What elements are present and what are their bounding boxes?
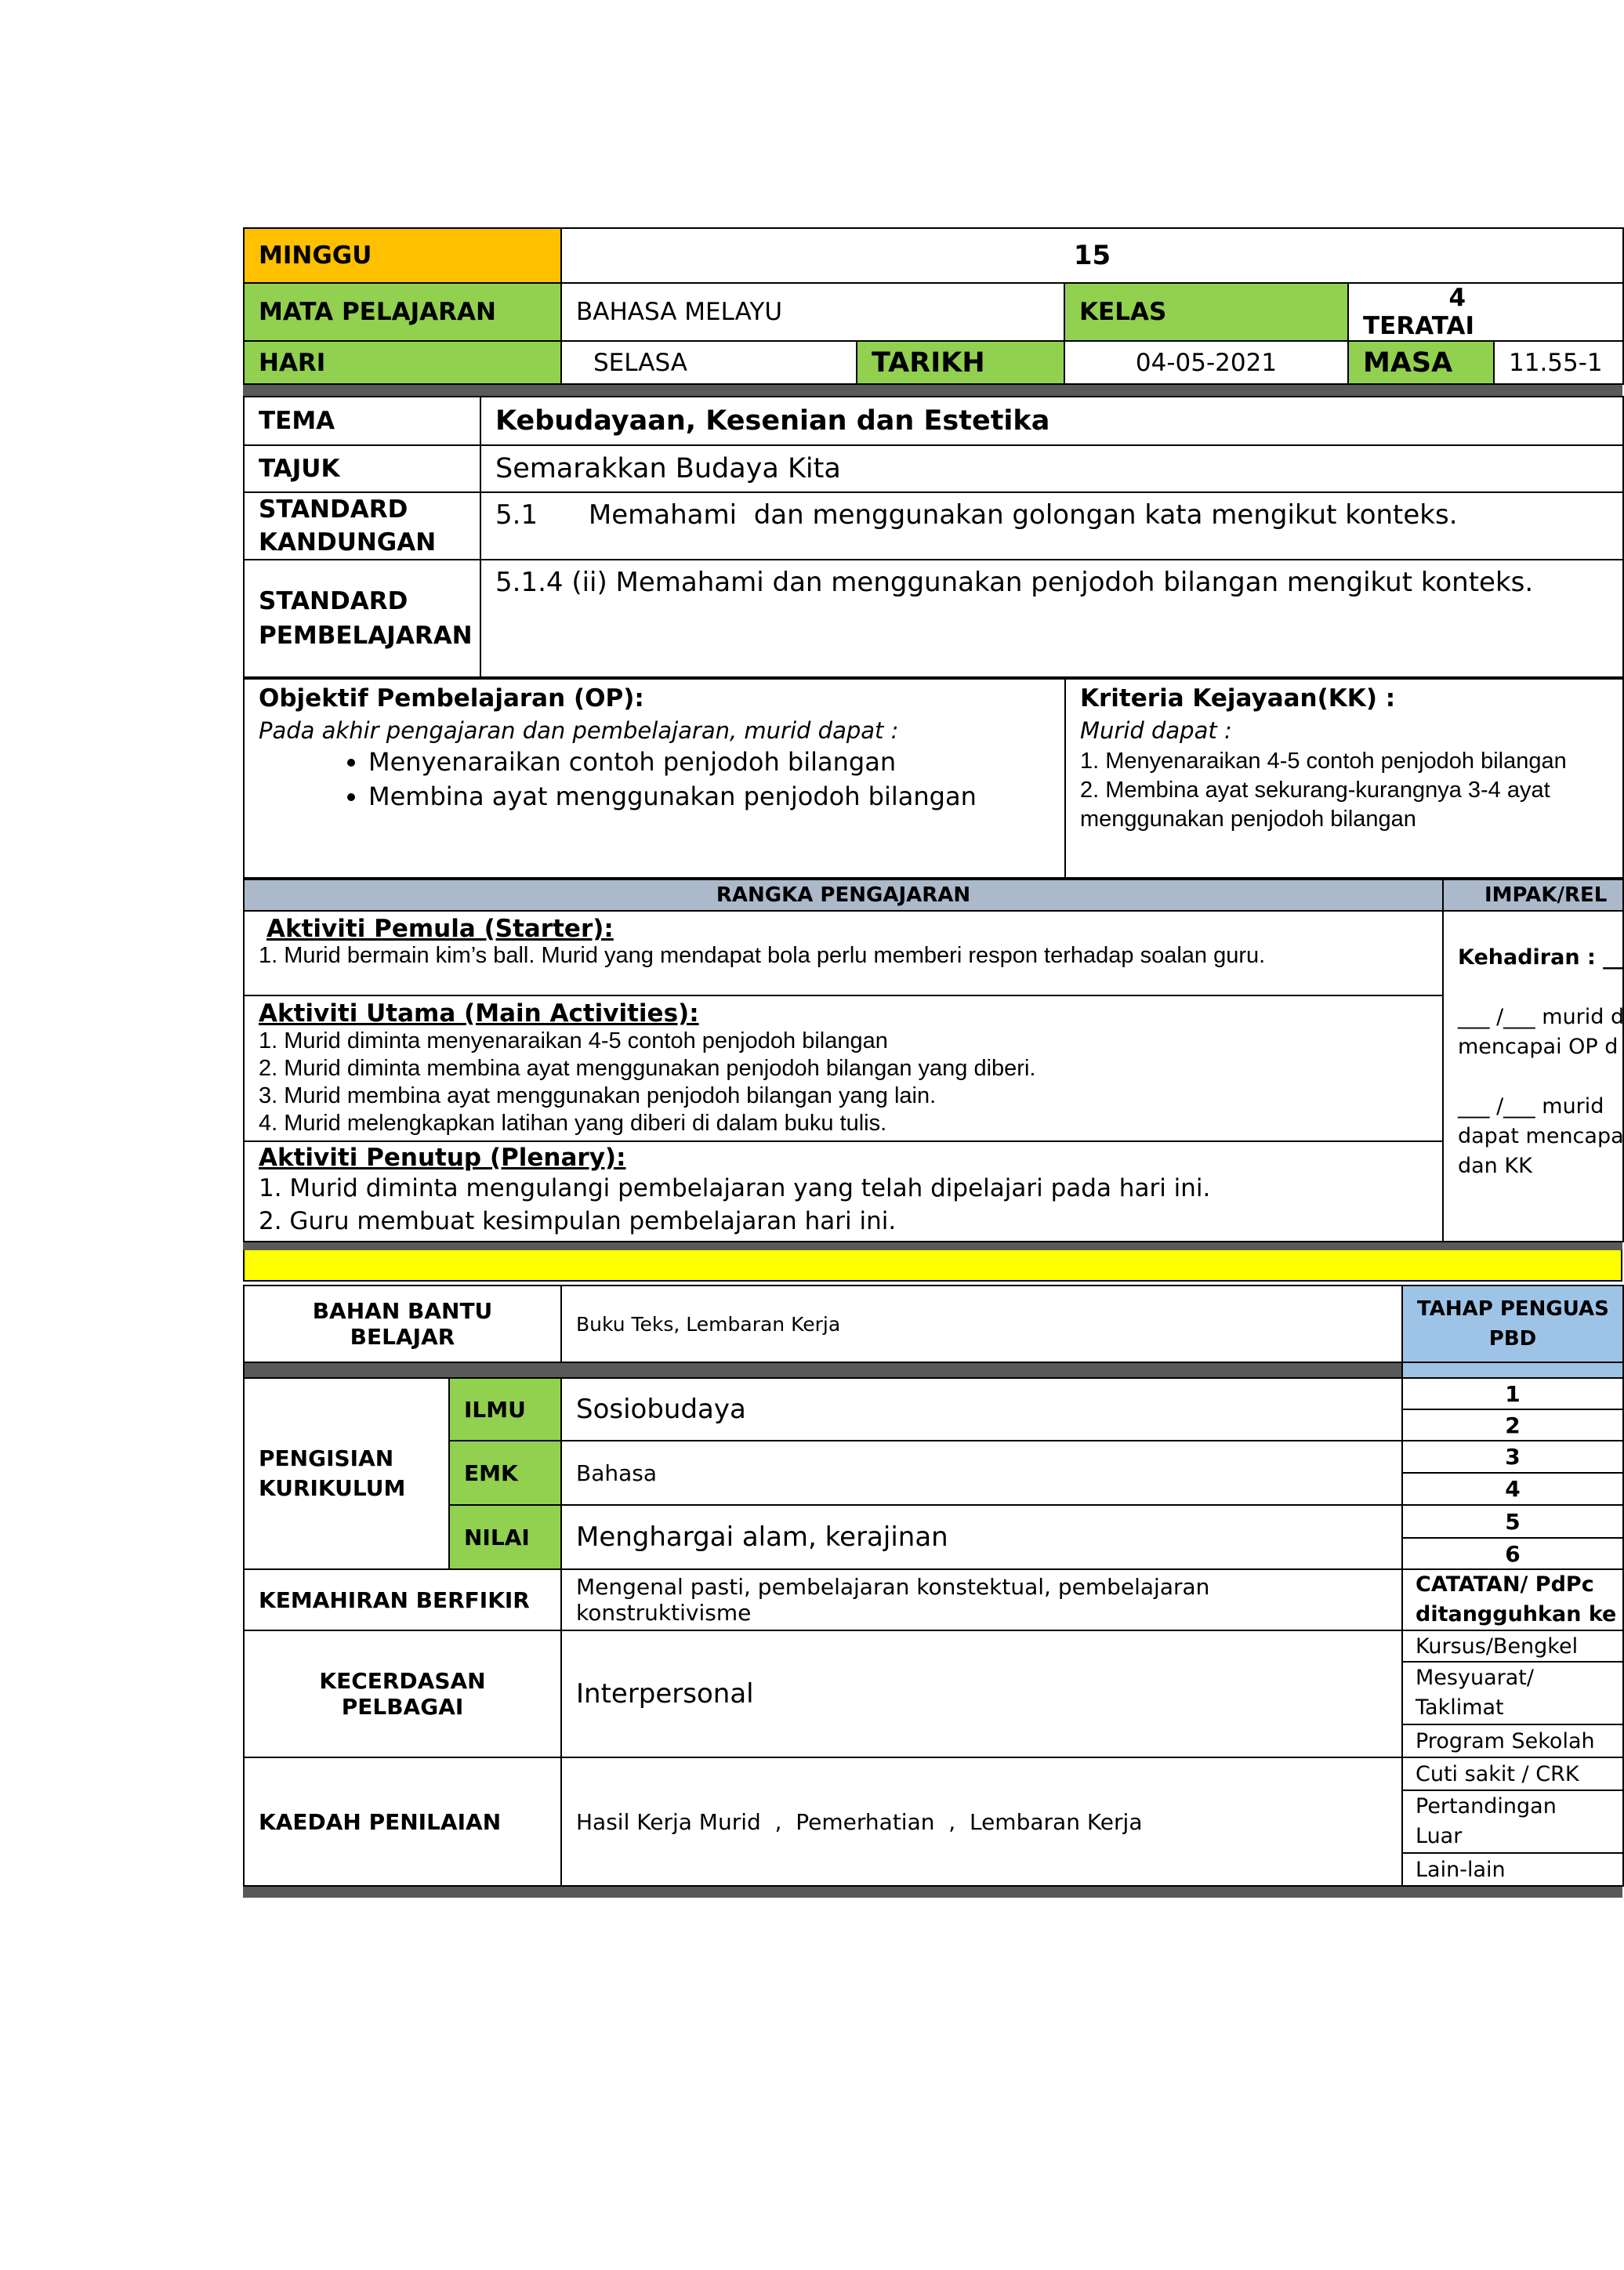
kaedah-penilaian-label: KAEDAH PENILAIAN [244,1757,561,1886]
separator-bar [243,1887,1622,1898]
impak-kk-line-1: ___ /___ murid [1458,1094,1604,1119]
kaedah-penilaian-value: Hasil Kerja Murid , Pemerhatian , Lembaran Kerja [561,1757,1402,1886]
sp-label-line-2: PEMBELAJARAN [259,622,473,650]
kk-list [1080,747,1608,834]
catatan-item: Pertandingan Luar [1402,1790,1623,1853]
ilmu-label: ILMU [449,1378,561,1441]
kriteria-kejayaan-cell [1065,679,1623,878]
tarikh-value: 04-05-2021 [1064,341,1348,384]
objektif-pembelajaran-cell [244,679,1065,878]
tarikh-label: TARIKH [857,341,1064,384]
kk-item: menggunakan penjodoh bilangan [1080,807,1416,832]
impak-kk-line-2: dapat mencapa [1458,1124,1624,1148]
utama-item: 2. Murid diminta membina ayat menggunakan penjodoh bilangan yang diberi. [259,1056,1036,1081]
separator-bar [243,385,1622,396]
tajuk-value: Semarakkan Budaya Kita [480,445,1623,492]
minggu-value: 15 [561,228,1623,283]
yellow-band [243,1250,1622,1282]
bbb-value: Buku Teks, Lembaran Kerja [561,1285,1402,1362]
standard-pembelajaran-value: 5.1.4 (ii) Memahami dan menggunakan penjodoh bilangan mengikut konteks. [480,560,1623,677]
standard-kandungan-label [244,492,480,560]
tahap-level-2: 2 [1402,1409,1623,1441]
kk-title: Kriteria Kejayaan(KK) : [1080,684,1396,713]
separator-bar [244,1362,1402,1378]
tahap-title-line-1: TAHAP PENGUAS [1417,1297,1609,1321]
sk-label-line-1: STANDARD [259,495,408,524]
op-item: • Menyenaraikan contoh penjodoh bilangan [368,747,1050,777]
utama-title: Aktiviti Utama (Main Activities): [259,999,699,1028]
hari-value: SELASA [561,341,857,384]
utama-item: 4. Murid melengkapkan latihan yang diberi di dalam buku tulis. [259,1111,887,1136]
catatan-item: Cuti sakit / CRK [1402,1757,1623,1790]
utama-list [259,1028,1428,1137]
objectives-table [243,678,1624,879]
pengisian-line-2: KURIKULUM [259,1475,406,1501]
penutup-list [259,1172,1428,1238]
lesson-plan-sheet [243,227,1622,1898]
penutup-item: 1. Murid diminta mengulangi pembelajaran yang telah dipelajari pada hari ini. [259,1174,1211,1202]
impak-op-line-1: ___ /___ murid d [1458,1005,1624,1029]
penutup-title: Aktiviti Penutup (Plenary): [259,1144,626,1172]
penutup-item: 2. Guru membuat kesimpulan pembelajaran hari ini. [259,1207,897,1235]
tahap-level-4: 4 [1402,1473,1623,1505]
masa-label: MASA [1348,341,1494,384]
op-list [259,747,1050,811]
impak-op-line-2: mencapai OP d [1458,1035,1619,1059]
emk-label: EMK [449,1441,561,1505]
nilai-value: Menghargai alam, kerajinan [561,1505,1402,1569]
standard-kandungan-value: 5.1 Memahami dan menggunakan golongan kata mengikut konteks. [480,492,1623,560]
catatan-line-1: CATATAN/ PdPc [1416,1572,1594,1597]
kk-item: 1. Menyenaraikan 4-5 contoh penjodoh bilangan [1080,749,1567,774]
bbb-label: BAHAN BANTU BELAJAR [244,1285,561,1362]
kemahiran-berfikir-label: KEMAHIRAN BERFIKIR [244,1569,561,1630]
sk-label-line-2: KANDUNGAN [259,528,437,557]
kecerdasan-pelbagai-label: KECERDASAN PELBAGAI [244,1630,561,1757]
kehadiran-text: Kehadiran : __ [1458,945,1624,970]
kk-intro: Murid dapat : [1080,717,1232,744]
tahap-level-6: 6 [1402,1538,1623,1569]
catatan-item: Mesyuarat/ Taklimat [1402,1662,1623,1724]
pemula-text: 1. Murid bermain kim’s ball. Murid yang mendapat bola perlu memberi respon terhadap soalan guru. [259,943,1266,968]
content-table [243,396,1624,678]
hari-label: HARI [244,341,561,384]
op-item: • Membina ayat menggunakan penjodoh bilangan [368,781,1050,811]
tahap-level-3: 3 [1402,1441,1623,1473]
sp-label-line-1: STANDARD [259,587,408,615]
aktiviti-pemula-cell [244,911,1443,995]
mata-pelajaran-value: BAHASA MELAYU [561,283,1064,341]
impak-header: IMPAK/REL [1443,879,1623,911]
ilmu-value: Sosiobudaya [561,1378,1402,1441]
catatan-header [1402,1569,1623,1630]
kemahiran-berfikir-value: Mengenal pasti, pembelajaran konstektual, pembelajaran konstruktivisme [561,1569,1402,1630]
op-intro: Pada akhir pengajaran dan pembelajaran, murid dapat : [259,717,899,744]
tajuk-label: TAJUK [244,445,480,492]
tahap-level-1: 1 [1402,1378,1623,1409]
kelas-label: KELAS [1064,283,1348,341]
separator-bar [243,1242,1622,1250]
utama-item: 1. Murid diminta menyenaraikan 4-5 contoh penjodoh bilangan [259,1028,888,1053]
impak-kk-line-3: dan KK [1458,1154,1532,1178]
tema-value: Kebudayaan, Kesenian dan Estetika [480,397,1623,445]
tahap-level-5: 5 [1402,1505,1623,1538]
aktiviti-penutup-cell [244,1141,1443,1242]
pengisian-kurikulum-label [244,1378,449,1569]
minggu-label: MINGGU [244,228,561,283]
rangka-pengajaran-header: RANGKA PENGAJARAN [244,879,1443,911]
emk-value: Bahasa [561,1441,1402,1505]
standard-pembelajaran-label [244,560,480,677]
catatan-line-2: ditangguhkan ke [1416,1602,1617,1626]
kecerdasan-pelbagai-value: Interpersonal [561,1630,1402,1757]
pemula-title: Aktiviti Pemula (Starter): [266,915,614,943]
nilai-label: NILAI [449,1505,561,1569]
rangka-table [243,879,1624,1242]
mata-pelajaran-label: MATA PELAJARAN [244,283,561,341]
masa-value: 11.55-1 [1494,341,1623,384]
pengisian-line-1: PENGISIAN [259,1445,394,1471]
tahap-title-line-2: PBD [1488,1327,1537,1351]
catatan-item: Kursus/Bengkel [1402,1630,1623,1662]
kelas-value: 4 TERATAI [1348,283,1623,341]
impak-cell [1443,911,1623,1242]
catatan-item: Program Sekolah [1402,1724,1623,1757]
aktiviti-utama-cell [244,995,1443,1141]
header-table [243,227,1624,385]
tema-label: TEMA [244,397,480,445]
kk-item: 2. Membina ayat sekurang-kurangnya 3-4 ayat [1080,778,1550,803]
utama-item: 3. Murid membina ayat menggunakan penjodoh bilangan yang lain. [259,1083,937,1108]
tahap-header-extension [1402,1362,1623,1378]
catatan-item: Lain-lain [1402,1853,1623,1886]
bottom-table [243,1285,1624,1887]
tahap-penguasaan-header [1402,1285,1623,1362]
op-title: Objektif Pembelajaran (OP): [259,684,644,713]
